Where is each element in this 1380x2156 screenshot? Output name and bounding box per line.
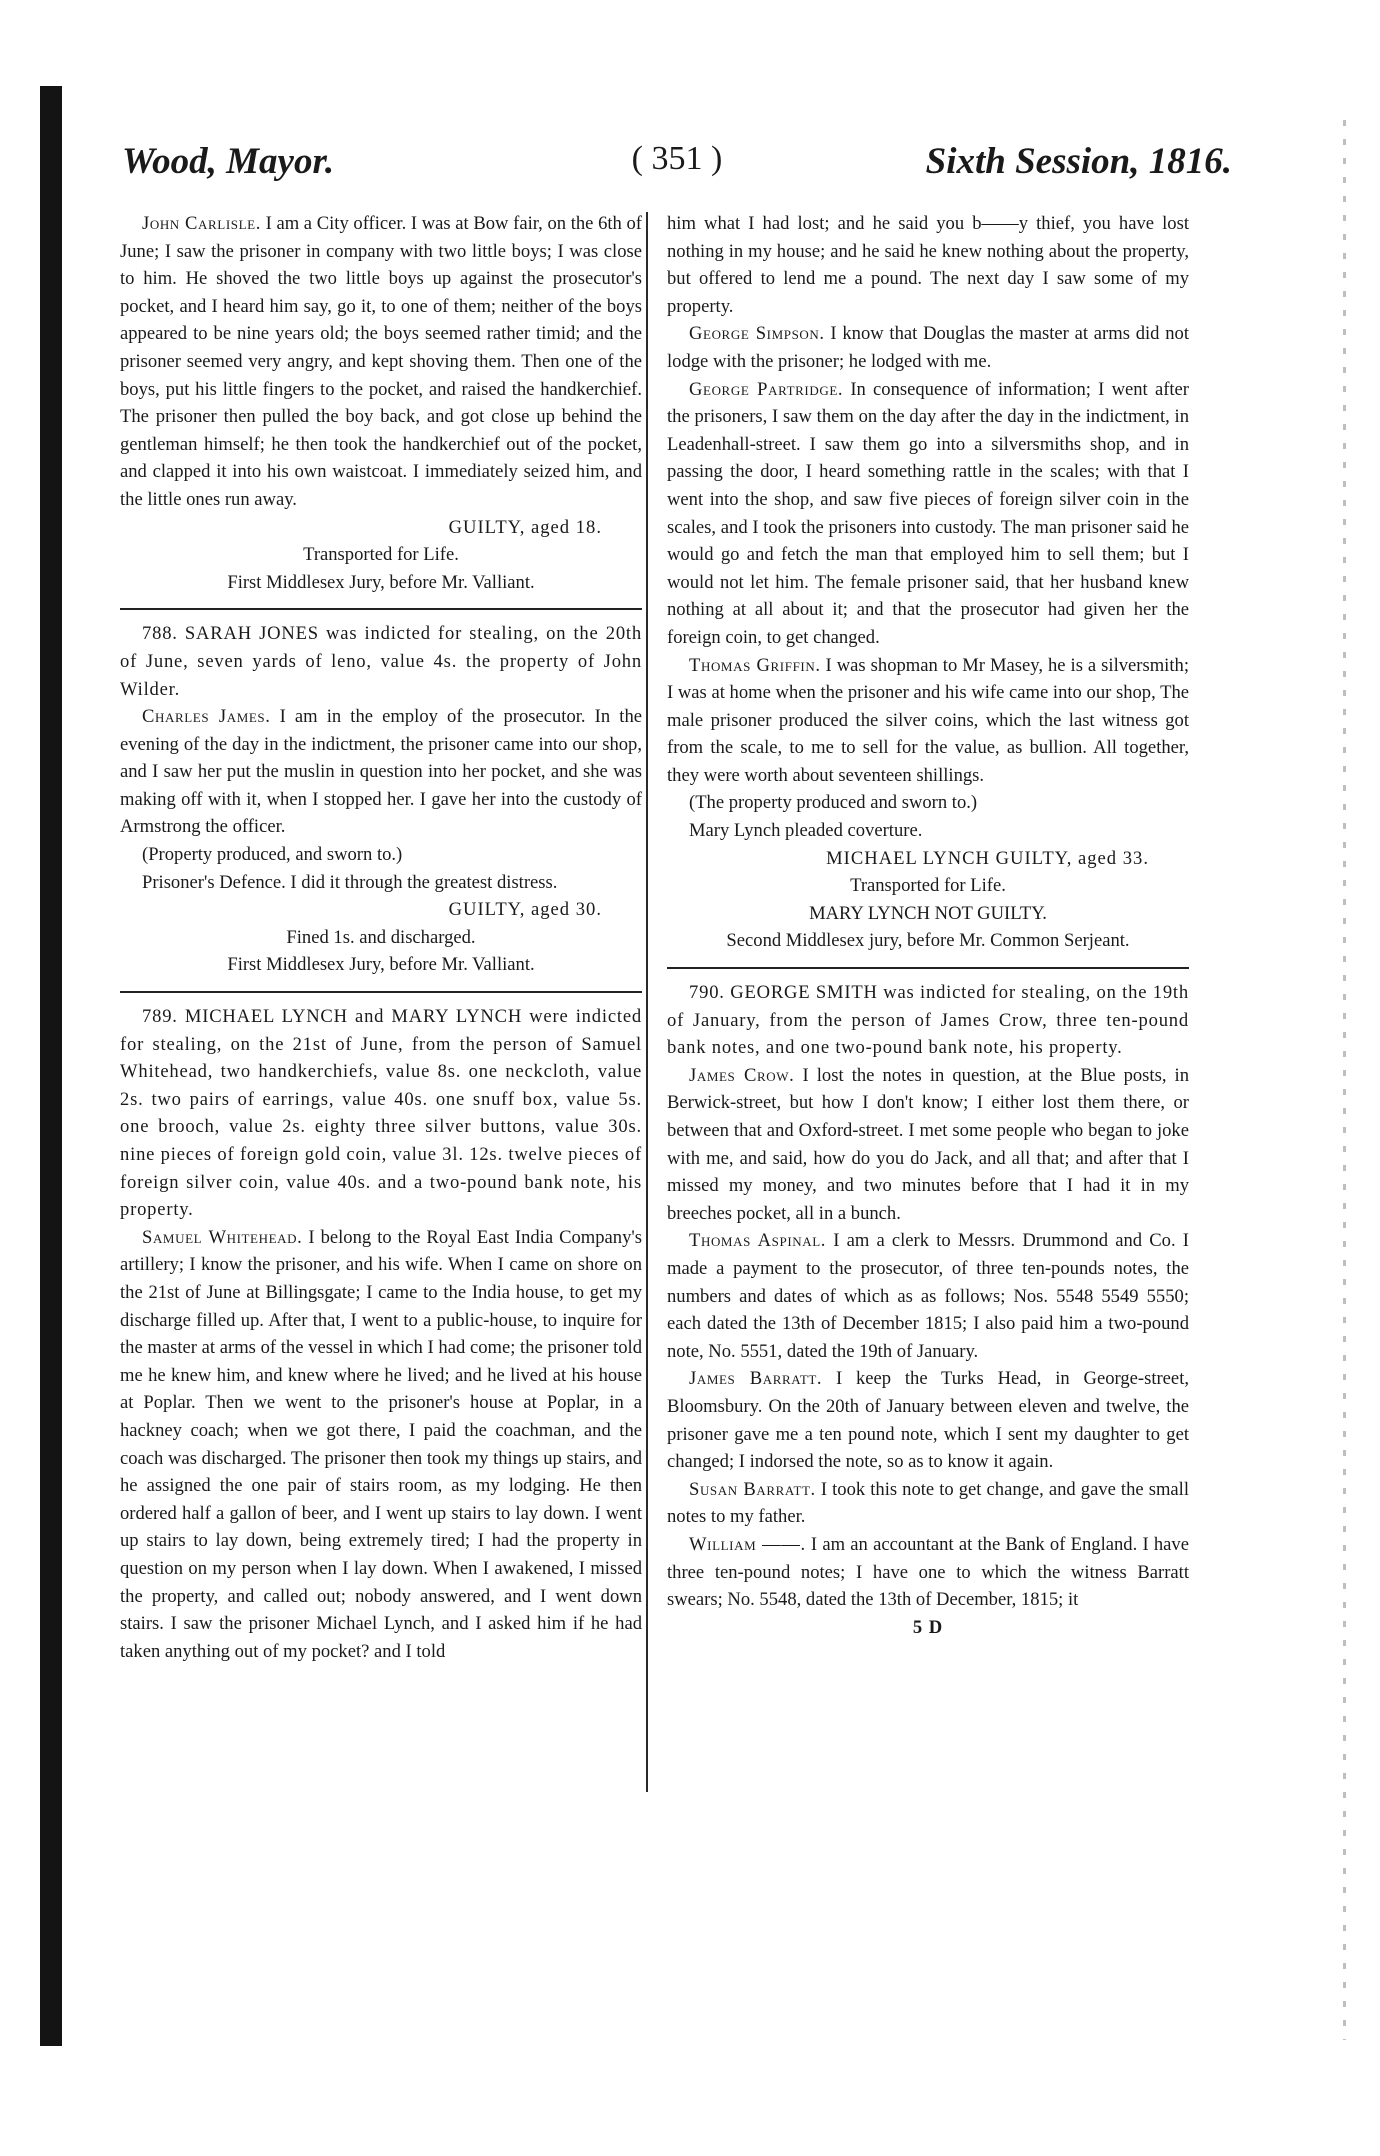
witness-name: George Simpson. [689, 323, 825, 345]
testimony-paragraph [667, 652, 1189, 790]
testimony-paragraph [120, 703, 642, 841]
testimony-paragraph [667, 376, 1189, 652]
testimony-paragraph [667, 1227, 1189, 1365]
verdict-line: MICHAEL LYNCH GUILTY, aged 33. [826, 847, 1149, 869]
testimony-text: I keep the Turks Head, in George-street, Bloomsbury. On the 20th of January between eleven and twelve, the prisoner gave me a ten pound note, which I sent my daughter to get changed; I indorsed the note, so as to know it again. [667, 1368, 1190, 1473]
page-binding-edge [40, 86, 62, 2046]
sentence-line: First Middlesex Jury, before Mr. Valliant. [227, 571, 535, 593]
case-separator [120, 608, 642, 610]
witness-name: George Partridge. [689, 378, 844, 400]
sentence-line: First Middlesex Jury, before Mr. Valliant. [227, 954, 535, 976]
testimony-text: In consequence of information; I went after the prisoners, I saw them on the day after the day in the indictment, in Leadenhall-street. I saw them go into a silversmiths shop, and in passing the door, I heard something rattle in the scales; with that I went into the shop, and saw five pieces of foreign silver coin in the scales, and I took the prisoners into custody. The man prisoner said he would go and fetch the man that employed him to sell them; but I would not let him. The female prisoner said, that her husband knew nothing at all about it; and that the prosecutor had given her the foreign coin, to get changed. [667, 378, 1189, 648]
case-separator [120, 991, 642, 993]
case-separator [667, 967, 1189, 969]
text-paragraph: (The property produced and sworn to.) [689, 792, 978, 814]
testimony-paragraph [667, 1062, 1189, 1228]
sentence-line: Transported for Life. [303, 544, 459, 566]
verdict-line: GUILTY, aged 18. [448, 516, 602, 538]
sentence-line: Transported for Life. [850, 875, 1006, 897]
witness-name: Thomas Aspinal. [689, 1230, 827, 1252]
witness-name: Susan Barratt. [689, 1478, 816, 1500]
testimony-text: I am an accountant at the Bank of England. I have three ten-pound notes; I have one to which the witness Barratt swears; No. 5548, dated the 13th of December, 1815; it [667, 1533, 1189, 1611]
testimony-text: I took this note to get change, and gave the small notes to my father. [667, 1478, 1189, 1528]
witness-name: James Barratt. [689, 1368, 823, 1390]
verdict-line: GUILTY, aged 30. [448, 899, 602, 921]
testimony-text: I know that Douglas the master at arms did not lodge with the prisoner; he lodged with me. [667, 323, 1189, 372]
left-column [120, 210, 642, 1665]
witness-name: Charles James. [142, 706, 271, 728]
running-header [122, 140, 1232, 192]
text-paragraph: (Property produced, and sworn to.) [142, 844, 403, 866]
witness-name: Samuel Whitehead. [142, 1226, 303, 1248]
testimony-paragraph [667, 1476, 1189, 1531]
sentence-line: MARY LYNCH NOT GUILTY. [809, 902, 1047, 924]
signature-mark: 5 D [912, 1616, 944, 1638]
right-column [667, 210, 1189, 1641]
text-paragraph: Mary Lynch pleaded coverture. [689, 820, 923, 842]
testimony-text: I am in the employ of the prosecutor. In the evening of the day in the indictment, the prisoner came into our shop, and I saw her put the muslin in question into her pocket, and she was making off with it, when I stopped her. I gave her into the custody of Armstrong the officer. [120, 706, 642, 838]
testimony-paragraph [120, 1224, 642, 1666]
text-paragraph: him what I had lost; and he said you b——y thief, you have lost nothing in my house; and he said he knew nothing about the property, but offered to lend me a pound. The next day I saw some of my property. [667, 213, 1189, 317]
page-right-edge [1343, 120, 1346, 2040]
page-number: ( 351 ) [631, 140, 723, 177]
witness-name: William ——. [689, 1533, 806, 1555]
witness-name: John Carlisle. [142, 213, 261, 234]
case-heading: 790. GEORGE SMITH was indicted for stealing, on the 19th of January, from the person of James Crow, three ten-pound bank notes, and one two-pound bank note, his property. [667, 982, 1189, 1059]
sentence-line: Fined 1s. and discharged. [286, 926, 476, 948]
testimony-paragraph [667, 1365, 1189, 1475]
sentence-line: Second Middlesex jury, before Mr. Common Serjeant. [726, 930, 1130, 952]
testimony-paragraph [667, 1531, 1189, 1614]
witness-name: James Crow. [689, 1064, 795, 1086]
testimony-text: I was shopman to Mr Masey, he is a silversmith; I was at home when the prisoner and his wife came into our shop, The male prisoner produced the silver coins, which the last witness got from the scale, to me to sell for the value, as bullion. All together, they were worth about seventeen shillings. [667, 654, 1189, 786]
header-left: Wood, Mayor. [122, 141, 335, 182]
testimony-paragraph [120, 210, 642, 514]
testimony-text: I belong to the Royal East India Company's artillery; I know the prisoner, and his wife. When I came on shore on the 21st of June at Billingsgate; I came to the India house, to get my discharge filled up. After that, I went to a public-house, to inquire for the master at arms of the vessel in which I had come; the prisoner told me he knew him, and knew where he lived; and he lived at his house at Poplar. Then we went to the prisoner's house at Poplar, in a hackney coach; when we got there, I paid the coachman, and the coach was discharged. The prisoner then took my things up stairs, and he assigned the one pair of stairs room, as my lodging. He then ordered half a gallon of beer, and I went up stairs to lay down. I went up stairs to lay down, being extremely tired; I had the property in question on my person when I lay down. When I awakened, I missed the property, and called out; nobody answered, and I went down stairs. I saw the prisoner Michael Lynch, and I asked him if he had taken anything out of my pocket? and I told [120, 1226, 642, 1662]
testimony-paragraph [667, 320, 1189, 375]
column-divider [646, 212, 648, 1792]
testimony-text: I am a City officer. I was at Bow fair, on the 6th of June; I saw the prisoner in company with two little boys; I was close to him. He shoved the two little boys up against the prosecutor's pocket, and I heard him say, go it, to one of them; neither of the boys appeared to be nine years old; the boys seemed rather timid; and the prisoner seemed very angry, and kept shoving them. Then one of the boys, put his little fingers to the pocket, and raised the handkerchief. The prisoner then pulled the boy back, and got close up behind the gentleman himself; he then took the handkerchief out of the pocket, and clapped it into his own waistcoat. I immediately seized him, and the little ones run away. [120, 213, 642, 510]
testimony-text: I am a clerk to Messrs. Drummond and Co. I made a payment to the prosecutor, of three ten-pounds notes, the numbers and dates of which as as follows; Nos. 5548 5549 5550; each dated the 13th of December 1815; I also paid him a two-pound note, No. 5551, dated the 19th of January. [667, 1230, 1189, 1362]
case-heading: 788. SARAH JONES was indicted for stealing, on the 20th of June, seven yards of leno, value 4s. the property of John Wilder. [120, 623, 642, 700]
case-heading: 789. MICHAEL LYNCH and MARY LYNCH were indicted for stealing, on the 21st of June, from the person of Samuel Whitehead, two handkerchiefs, value 8s. one neckcloth, value 2s. two pairs of earrings, value 40s. one snuff box, value 5s. one brooch, value 2s. eighty three silver buttons, value 30s. nine pieces of foreign gold coin, value 3l. 12s. twelve pieces of foreign silver coin, value 40s. and a two-pound bank note, his property. [120, 1006, 642, 1221]
text-paragraph: Prisoner's Defence. I did it through the greatest distress. [142, 871, 558, 893]
testimony-text: I lost the notes in question, at the Blue posts, in Berwick-street, but how I don't know; I either lost them there, or between that and Oxford-street. I met some people who began to joke with me, and said, how do you do Jack, and all that; and after that I missed my money, and two minutes before that I had it in my breeches pocket, all in a bunch. [667, 1064, 1190, 1224]
witness-name: Thomas Griffin. [689, 654, 821, 676]
header-right: Sixth Session, 1816. [925, 141, 1232, 182]
